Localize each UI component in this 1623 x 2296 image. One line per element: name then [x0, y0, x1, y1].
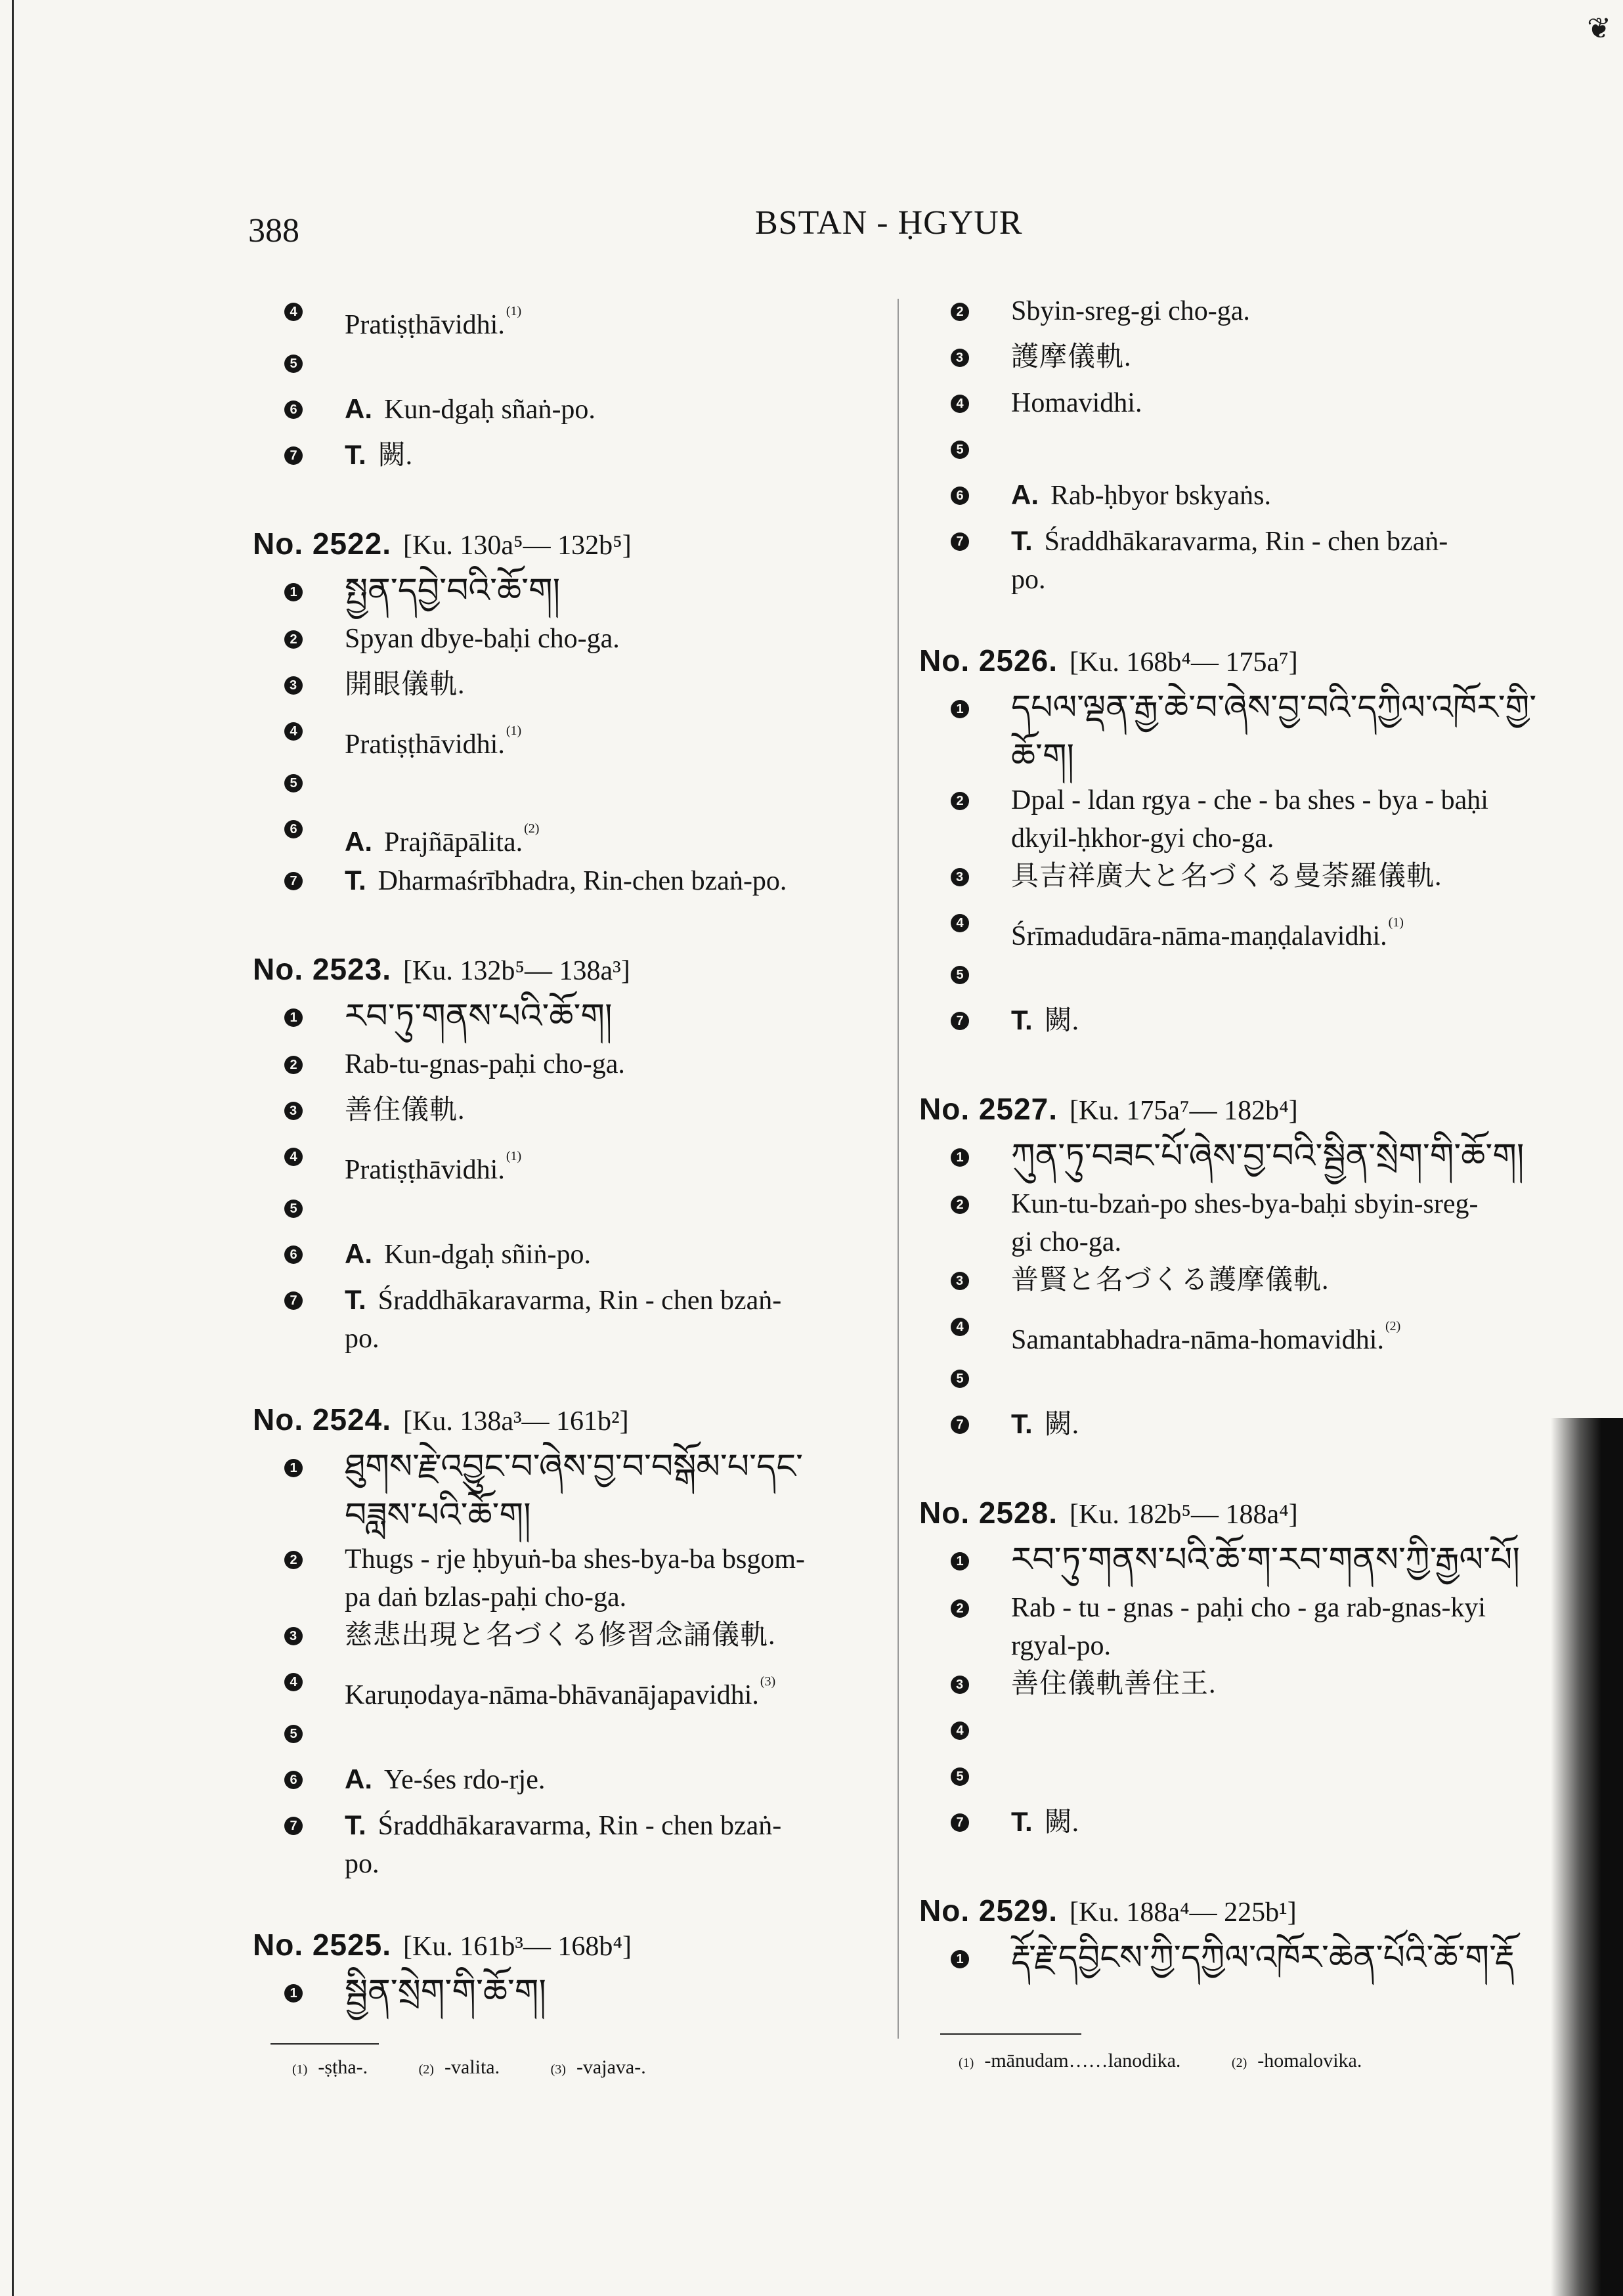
footnotes-left	[292, 2056, 692, 2079]
field-tibetan-title: 1 ཐུགས་རྗེ་འབྱུང་བ་ཞེས་བྱ་བ་བསྒོམ་པ་དང་ བཟླས་པའི་ཆོ་ག།	[253, 1443, 883, 1540]
entry-header: No. 2529. [Ku. 188a⁴— 225b¹]	[919, 1894, 1297, 1928]
field-sanskrit-title: 4 Pratiṣṭhāvidhi. $^{(1)}$	[253, 1137, 883, 1189]
entry-header: No. 2528. [Ku. 182b⁵— 188a⁴]	[919, 1496, 1298, 1530]
field-tibetan-title: 1 སྤྱན་དབྱེ་བའི་ཆོ་ག།	[253, 567, 883, 620]
field-2-marker-icon: 2	[951, 1196, 969, 1214]
field-4-marker-icon: 4	[951, 1318, 969, 1336]
field-1-marker-icon: 1	[951, 1148, 969, 1167]
field-7-marker-icon: 7	[951, 1813, 969, 1832]
column-divider	[898, 299, 899, 2039]
entry-header: No. 2525. [Ku. 161b³— 168b⁴]	[253, 1928, 632, 1962]
entry-header: No. 2526. [Ku. 168b⁴— 175a⁷]	[919, 643, 1298, 678]
field-6-marker-icon: 6	[284, 1771, 303, 1789]
field-2-marker-icon: 2	[951, 792, 969, 810]
field-transliteration: 2 Spyan dbye-baḥi cho-ga.	[253, 620, 883, 666]
field-empty	[919, 1359, 1563, 1405]
field-empty	[919, 955, 1563, 1001]
entry-2526	[919, 637, 1563, 1047]
field-empty	[919, 1711, 1563, 1757]
field-7-marker-icon: 7	[951, 1416, 969, 1434]
field-3-marker-icon: 3	[951, 1272, 969, 1290]
entry-2528	[919, 1489, 1563, 1849]
field-4-marker-icon: 4	[284, 303, 303, 321]
field-sanskrit-title: 4 Homavidhi.	[919, 384, 1563, 430]
field-1-marker-icon: 1	[284, 1008, 303, 1027]
entry-header: No. 2523. [Ku. 132b⁵— 138a³]	[253, 952, 630, 986]
field-chinese-title: 3 具吉祥廣大と名づくる曼荼羅儀軌.	[919, 857, 1563, 903]
field-1-marker-icon: 1	[951, 700, 969, 718]
field-6-marker-icon: 6	[951, 487, 969, 505]
entry-continuation	[253, 292, 883, 482]
entry-2525-start	[253, 1921, 883, 2021]
field-tibetan-title: 1 དཔལ་ལྡན་རྒྱ་ཆེ་བ་ཞེས་བྱ་བའི་དཀྱིལ་འཁོར་གྱི་ ཆོ་ག།	[919, 684, 1563, 781]
field-4-marker-icon: 4	[951, 395, 969, 413]
entry-2522	[253, 520, 883, 907]
field-2-marker-icon: 2	[284, 1056, 303, 1074]
field-5-marker-icon: 5	[951, 1370, 969, 1388]
field-2-marker-icon: 2	[951, 1599, 969, 1618]
field-6-marker-icon: 6	[284, 1245, 303, 1264]
field-chinese-title: 3 善住儀軌.	[253, 1091, 883, 1137]
field-author: 6 A. Ye-śes rdo-rje.	[253, 1760, 883, 1806]
entry-2524	[253, 1396, 883, 1883]
field-3-marker-icon: 3	[951, 349, 969, 367]
field-4-marker-icon: 4	[284, 722, 303, 741]
field-chinese-title: 3 護摩儀軌.	[919, 338, 1563, 384]
entry-2523	[253, 945, 883, 1358]
field-3-marker-icon: 3	[284, 676, 303, 695]
field-translator: 7 T. Śraddhākaravarma, Rin - chen bzaṅ- po.	[253, 1806, 883, 1883]
field-5-marker-icon: 5	[951, 966, 969, 984]
field-chinese-title: 3 普賢と名づくる護摩儀軌.	[919, 1261, 1563, 1307]
field-translator: 7 T. 闕.	[919, 1001, 1563, 1047]
field-1-marker-icon: 1	[284, 1459, 303, 1477]
field-7-marker-icon: 7	[284, 1291, 303, 1310]
field-5-marker-icon: 5	[284, 774, 303, 792]
field-7-marker-icon: 7	[284, 1817, 303, 1835]
footnote-rule-left	[270, 2043, 379, 2045]
field-5-marker-icon: 5	[284, 1200, 303, 1218]
field-empty	[253, 1714, 883, 1760]
footnote: (3) -vajava-.	[550, 2056, 646, 2078]
field-author: 6 A. Prajñāpālita. $^{(2)}$	[253, 810, 883, 861]
field-sanskrit-title: 4 Karuṇodaya-nāma-bhāvanājapavidhi. $^{(3)}$	[253, 1662, 883, 1714]
field-7-marker-icon: 7	[284, 872, 303, 890]
field-2-marker-icon: 2	[284, 1551, 303, 1569]
field-7-marker-icon: 7	[951, 532, 969, 551]
field-transliteration: 2 Dpal - ldan rgya - che - ba shes - bya - baḥi dkyil-ḥkhor-gyi cho-ga.	[919, 781, 1563, 857]
field-3-marker-icon: 3	[951, 868, 969, 886]
field-empty	[253, 764, 883, 810]
corner-ornament-icon: ❦	[1587, 12, 1611, 45]
field-author: 6 A. Rab-ḥbyor bskyaṅs.	[919, 476, 1563, 522]
footnote: (1) -mānudam……lanodika.	[959, 2050, 1181, 2071]
field-7-marker-icon: 7	[951, 1012, 969, 1030]
field-5-marker-icon: 5	[951, 441, 969, 459]
field-empty	[253, 1189, 883, 1235]
field-tibetan-title: 1 རྡོ་རྗེ་དབྱིངས་ཀྱི་དཀྱིལ་འཁོར་ཆེན་པོའི་ཆོ་ག་རྡོ	[919, 1934, 1563, 1987]
field-5-marker-icon: 5	[284, 355, 303, 373]
field-4-marker-icon: 4	[284, 1673, 303, 1691]
field-3-marker-icon: 3	[284, 1627, 303, 1645]
right-column	[919, 292, 1563, 2025]
field-2-marker-icon: 2	[284, 630, 303, 649]
left-column	[253, 292, 883, 2059]
field-1-marker-icon: 1	[284, 1984, 303, 2003]
field-sanskrit-title: 4 Pratiṣṭhāvidhi. $^{(1)}$	[253, 292, 883, 344]
field-sanskrit-title: 4 Śrīmadudāra-nāma-maṇḍalavidhi. $^{(1)}$	[919, 903, 1563, 955]
field-translator: 7 T. 闕.	[919, 1405, 1563, 1451]
field-transliteration: 2 Thugs - rje ḥbyuṅ-ba shes-bya-ba bsgom- pa daṅ bzlas-paḥi cho-ga.	[253, 1540, 883, 1616]
field-empty	[253, 344, 883, 390]
field-author: 6 A. Kun-dgaḥ sñiṅ-po.	[253, 1235, 883, 1281]
field-transliteration: 2 Kun-tu-bzaṅ-po shes-bya-baḥi sbyin-sreg- gi cho-ga.	[919, 1185, 1563, 1261]
entry-2525-continued	[919, 292, 1563, 599]
field-3-marker-icon: 3	[951, 1676, 969, 1694]
field-2-marker-icon: 2	[951, 303, 969, 321]
field-1-marker-icon: 1	[284, 583, 303, 601]
field-translator: 7 T. Śraddhākaravarma, Rin - chen bzaṅ- po.	[919, 522, 1563, 599]
field-transliteration: 2 Rab-tu-gnas-paḥi cho-ga.	[253, 1045, 883, 1091]
field-chinese-title: 3 開眼儀軌.	[253, 666, 883, 712]
field-tibetan-title: 1 རབ་ཏུ་གནས་པའི་ཆོ་ག།	[253, 993, 883, 1045]
field-5-marker-icon: 5	[951, 1767, 969, 1786]
footnote: (1) -ṣṭha-.	[292, 2056, 368, 2078]
field-chinese-title: 3 善住儀軌善住王.	[919, 1665, 1563, 1711]
field-1-marker-icon: 1	[951, 1950, 969, 1968]
field-translator: 7 T. 闕.	[919, 1803, 1563, 1849]
field-1-marker-icon: 1	[951, 1552, 969, 1570]
field-transliteration: 2 Rab - tu - gnas - paḥi cho - ga rab-gnas-kyi rgyal-po.	[919, 1589, 1563, 1665]
field-author: 6 A. Kun-dgaḥ sñaṅ-po.	[253, 390, 883, 436]
field-sanskrit-title: 4 Samantabhadra-nāma-homavidhi. $^{(2)}$	[919, 1307, 1563, 1359]
field-empty	[919, 430, 1563, 476]
field-4-marker-icon: 4	[951, 1722, 969, 1740]
field-5-marker-icon: 5	[284, 1725, 303, 1743]
field-3-marker-icon: 3	[284, 1102, 303, 1120]
field-sanskrit-title: 4 Pratiṣṭhāvidhi. $^{(1)}$	[253, 712, 883, 764]
entry-header: No. 2522. [Ku. 130a⁵— 132b⁵]	[253, 527, 632, 561]
field-6-marker-icon: 6	[284, 820, 303, 838]
running-head: BSTAN - ḤGYUR	[755, 204, 1023, 242]
field-4-marker-icon: 4	[284, 1148, 303, 1166]
field-tibetan-title: 1 ཀུན་ཏུ་བཟང་པོ་ཞེས་བྱ་བའི་སྦྱིན་སྲེག་གི་ཆོ་ག།	[919, 1133, 1563, 1185]
field-7-marker-icon: 7	[284, 446, 303, 465]
footnotes-right	[959, 2050, 1408, 2072]
entry-header: No. 2527. [Ku. 175a⁷— 182b⁴]	[919, 1092, 1298, 1126]
field-chinese-title: 3 慈悲出現と名づくる修習念誦儀軌.	[253, 1616, 883, 1662]
field-6-marker-icon: 6	[284, 401, 303, 419]
field-translator: 7 T. Dharmaśrībhadra, Rin-chen bzaṅ-po.	[253, 861, 883, 907]
entry-header: No. 2524. [Ku. 138a³— 161b²]	[253, 1402, 629, 1437]
footnote-rule-right	[940, 2033, 1081, 2035]
field-4-marker-icon: 4	[951, 914, 969, 932]
footnote: (2) -homalovika.	[1231, 2050, 1362, 2071]
field-transliteration: 2 Sbyin-sreg-gi cho-ga.	[919, 292, 1563, 338]
field-translator: 7 T. Śraddhākaravarma, Rin - chen bzaṅ- po.	[253, 1281, 883, 1358]
field-translator: 7 T. 闕.	[253, 436, 883, 482]
entry-2527	[919, 1085, 1563, 1451]
footnote: (2) -valita.	[418, 2056, 500, 2078]
field-tibetan-title: 1 སྦྱིན་སྲེག་གི་ཆོ་ག།	[253, 1968, 883, 2021]
field-empty	[919, 1757, 1563, 1803]
page-number: 388	[248, 212, 299, 249]
field-tibetan-title: 1 རབ་ཏུ་གནས་པའི་ཆོ་ག་རབ་གནས་ཀྱི་རྒྱལ་པོ།	[919, 1536, 1563, 1589]
page-edge-left	[12, 0, 14, 2296]
entry-2529-start	[919, 1887, 1563, 1987]
